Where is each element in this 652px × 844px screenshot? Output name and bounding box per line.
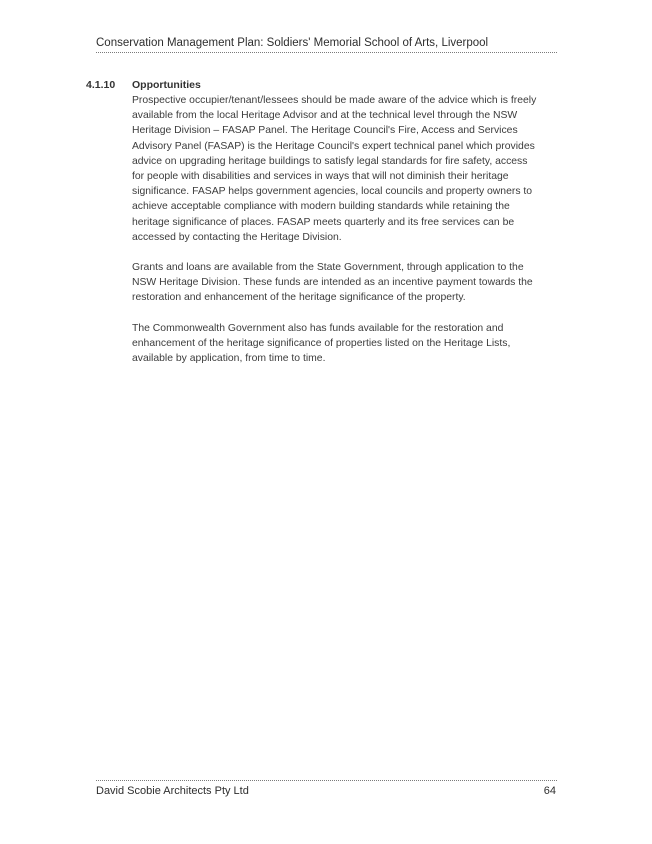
paragraph-line: Prospective occupier/tenant/lessees should be made aware of the advice which is freely	[132, 95, 537, 106]
paragraph-line: NSW Heritage Division. These funds are intended as an incentive payment towards the	[132, 277, 533, 289]
page-number: 64	[543, 785, 556, 797]
paragraph-line: accessed by contacting the Heritage Division.	[132, 231, 342, 243]
paragraph-line: available from the local Heritage Advisor and at the technical level through the NSW	[132, 110, 518, 122]
header-divider	[96, 52, 557, 53]
paragraph-line: achieve acceptable compliance with modern building standards while retaining the	[132, 201, 510, 213]
footer-divider	[96, 780, 557, 781]
paragraph-line: The Commonwealth Government also has funds available for the restoration and	[132, 322, 504, 334]
section-body	[132, 93, 552, 381]
paragraph-line: enhancement of the heritage significance of properties listed on the Heritage Lists,	[132, 337, 511, 349]
section-title: Opportunities	[132, 79, 201, 91]
paragraph-line: advice on upgrading heritage buildings to satisfy legal standards for fire safety, access	[132, 155, 528, 167]
page-header-title: Conservation Management Plan: Soldiers' Memorial School of Arts, Liverpool	[96, 37, 489, 49]
paragraph-line: Grants and loans are available from the State Government, through application to the	[132, 262, 524, 274]
footer-company: David Scobie Architects Pty Ltd	[96, 785, 249, 797]
paragraph-line: Advisory Panel (FASAP) is the Heritage Council's expert technical panel which provides	[132, 140, 535, 152]
section-number: 4.1.10	[86, 79, 116, 91]
paragraph-1	[132, 93, 552, 245]
section-heading	[86, 78, 201, 92]
paragraph-line: restoration and enhancement of the heritage significance of the property.	[132, 292, 466, 304]
paragraph-2	[132, 260, 552, 306]
paragraph-line: Heritage Division – FASAP Panel. The Heritage Council's Fire, Access and Services	[132, 125, 518, 137]
paragraph-line: available by application, from time to time.	[132, 353, 326, 365]
paragraph-line: heritage significance of places. FASAP meets quarterly and its free services can be	[132, 216, 515, 228]
paragraph-line: significance. FASAP helps government agencies, local councils and property owners to	[132, 186, 533, 198]
paragraph-line: for people with disabilities and services in ways that will not diminish their heritage	[132, 171, 509, 183]
paragraph-3	[132, 321, 552, 367]
